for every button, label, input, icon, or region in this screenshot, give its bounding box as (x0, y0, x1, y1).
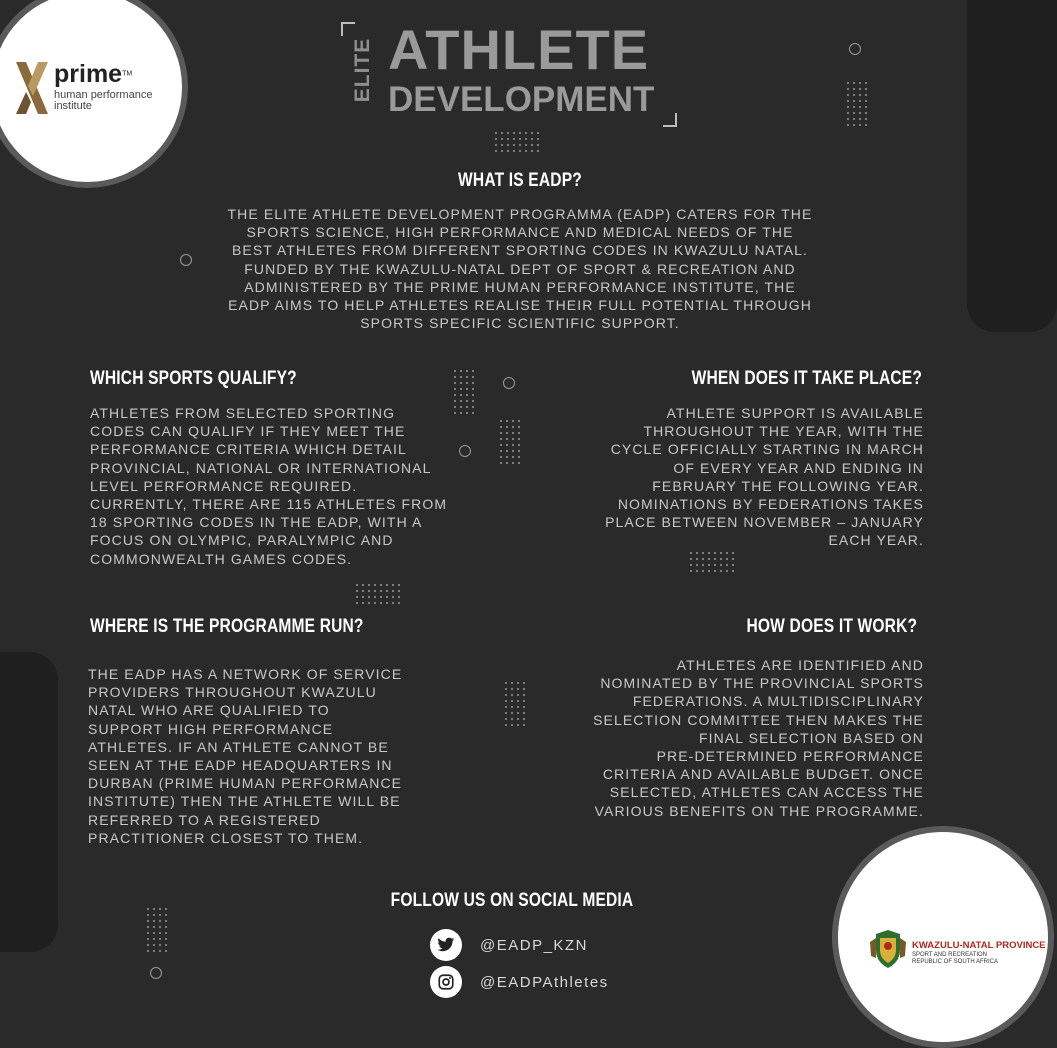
prime-tagline-line1: human performance (54, 89, 153, 101)
text-line: NATAL WHO ARE QUALIFIED TO (88, 702, 330, 719)
text-line: FUNDED BY THE KWAZULU-NATAL DEPT OF SPORT & RECREATION AND (244, 260, 796, 277)
title-athlete: ATHLETE (388, 18, 650, 81)
kzn-country: REPUBLIC OF SOUTH AFRICA (912, 959, 999, 965)
decorative-ring (180, 254, 192, 266)
text-line: PLACE BETWEEN NOVEMBER – JANUARY (605, 514, 924, 531)
text-line: PROVIDERS THROUGHOUT KWAZULU (88, 684, 377, 701)
instagram-handle[interactable]: @EADPAthletes (480, 973, 609, 991)
text-line: LEVEL PERFORMANCE REQUIRED. (90, 477, 358, 494)
kzn-coat-of-arms-icon (868, 928, 908, 970)
text-line: REFERRED TO A REGISTERED (88, 811, 321, 828)
how-text (572, 656, 924, 820)
text-line: FOCUS ON OLYMPIC, PARALYMPIC AND (90, 532, 394, 549)
text-line: VARIOUS BENEFITS ON THE PROGRAMME. (594, 802, 924, 819)
how-heading: HOW DOES IT WORK? (746, 616, 917, 637)
text-line: ATHLETE SUPPORT IS AVAILABLE (666, 405, 924, 421)
text-line: SELECTION COMMITTEE THEN MAKES THE (593, 711, 924, 728)
text-line: NOMINATED BY THE PROVINCIAL SPORTS (600, 675, 924, 692)
text-line: PERFORMANCE CRITERIA WHICH DETAIL (90, 441, 407, 458)
twitter-handle[interactable]: @EADP_KZN (480, 936, 588, 954)
text-line: NOMINATIONS BY FEDERATIONS TAKES (617, 496, 924, 513)
text-line: PROVINCIAL, NATIONAL OR INTERNATIONAL (90, 459, 432, 476)
prime-tagline-line2: institute (54, 100, 92, 112)
what-is-eadp-text (200, 205, 840, 332)
text-line: ADMINISTERED BY THE PRIME HUMAN PERFORMANCE INSTITUTE, THE (244, 278, 796, 295)
text-line: COMMONWEALTH GAMES CODES. (90, 550, 353, 567)
social-heading: FOLLOW US ON SOCIAL MEDIA (390, 890, 634, 911)
text-line: DURBAN (PRIME HUMAN PERFORMANCE (88, 775, 403, 792)
text-line: BEST ATHLETES FROM DIFFERENT SPORTING CODES IN KWAZULU NATAL. (231, 242, 809, 259)
text-line: SPORTS SPECIFIC SCIENTIFIC SUPPORT. (360, 315, 680, 332)
kzn-province-name: KWAZULU-NATAL PROVINCE (912, 940, 1046, 951)
decorative-dots (845, 80, 869, 128)
text-line: 18 SPORTING CODES IN THE EADP, WITH A (90, 514, 423, 531)
text-line: PRE-DETERMINED PERFORMANCE (656, 748, 924, 765)
text-line: THROUGHOUT THE YEAR, WITH THE (643, 423, 924, 440)
which-sports-text (90, 404, 450, 568)
text-line: ATHLETES FROM SELECTED SPORTING (90, 405, 396, 421)
text-line: PRACTITIONER CLOSEST TO THEM. (88, 829, 364, 846)
decorative-dots (354, 582, 402, 606)
title-bracket-bottom-right (663, 113, 677, 127)
text-line: CURRENTLY, THERE ARE 115 ATHLETES FROM (90, 496, 448, 513)
twitter-icon[interactable] (430, 929, 462, 961)
text-line: EADP AIMS TO HELP ATHLETES REALISE THEIR FULL POTENTIAL THROUGH (228, 297, 812, 314)
text-line: FINAL SELECTION BASED ON (698, 729, 924, 746)
decorative-pill-left (0, 652, 58, 952)
text-line: CYCLE OFFICIALLY STARTING IN MARCH (610, 441, 924, 458)
what-is-eadp-heading: WHAT IS EADP? (458, 170, 582, 191)
kzn-logo-circle (832, 826, 1054, 1048)
decorative-dots (688, 550, 736, 574)
twitter-row[interactable] (430, 929, 588, 961)
text-line: SUPPORT HIGH PERFORMANCE (88, 720, 334, 737)
decorative-dots (145, 906, 169, 954)
instagram-icon[interactable] (430, 966, 462, 998)
prime-brand-name: prime (54, 60, 123, 88)
text-line: ATHLETES ARE IDENTIFIED AND (676, 657, 924, 673)
title-elite: ELITE (351, 37, 374, 103)
text-line: EACH YEAR. (828, 532, 924, 549)
prime-trademark: TM (122, 70, 133, 78)
decorative-dots (498, 418, 522, 466)
when-heading: WHEN DOES IT TAKE PLACE? (691, 368, 922, 389)
instagram-row[interactable] (430, 966, 609, 998)
decorative-ring (503, 377, 515, 389)
decorative-dots (503, 680, 527, 728)
decorative-pill-top-right (967, 0, 1057, 332)
decorative-dots (493, 130, 541, 154)
text-line: SELECTED, ATHLETES CAN ACCESS THE (609, 784, 924, 801)
where-text (88, 665, 448, 847)
text-line: CRITERIA AND AVAILABLE BUDGET. ONCE (602, 766, 924, 783)
text-line: INSTITUTE) THEN THE ATHLETE WILL BE (88, 793, 401, 810)
which-sports-heading: WHICH SPORTS QUALIFY? (90, 368, 297, 389)
text-line: CODES CAN QUALIFY IF THEY MEET THE (90, 423, 406, 440)
when-text (572, 404, 924, 550)
decorative-ring (849, 43, 861, 55)
text-line: FEDERATIONS. A MULTIDISCIPLINARY (632, 693, 924, 710)
text-line: ATHLETES. IF AN ATHLETE CANNOT BE (88, 738, 389, 755)
text-line: THE EADP HAS A NETWORK OF SERVICE (88, 666, 403, 682)
text-line: SPORTS SCIENCE, HIGH PERFORMANCE AND MEDICAL NEEDS OF THE (246, 224, 794, 241)
decorative-ring (459, 445, 471, 457)
prime-logo-circle (0, 0, 188, 188)
where-heading: WHERE IS THE PROGRAMME RUN? (90, 616, 364, 637)
text-line: FEBRUARY THE FOLLOWING YEAR. (652, 477, 924, 494)
text-line: THE ELITE ATHLETE DEVELOPMENT PROGRAMMA (EADP) CATERS FOR THE (227, 206, 813, 222)
decorative-dots (452, 368, 476, 416)
title-development: DEVELOPMENT (388, 80, 655, 119)
decorative-ring (150, 967, 162, 979)
text-line: OF EVERY YEAR AND ENDING IN (673, 459, 924, 476)
kzn-department: SPORT AND RECREATION (912, 952, 988, 958)
text-line: SEEN AT THE EADP HEADQUARTERS IN (88, 757, 393, 774)
prime-x-icon (12, 60, 52, 116)
